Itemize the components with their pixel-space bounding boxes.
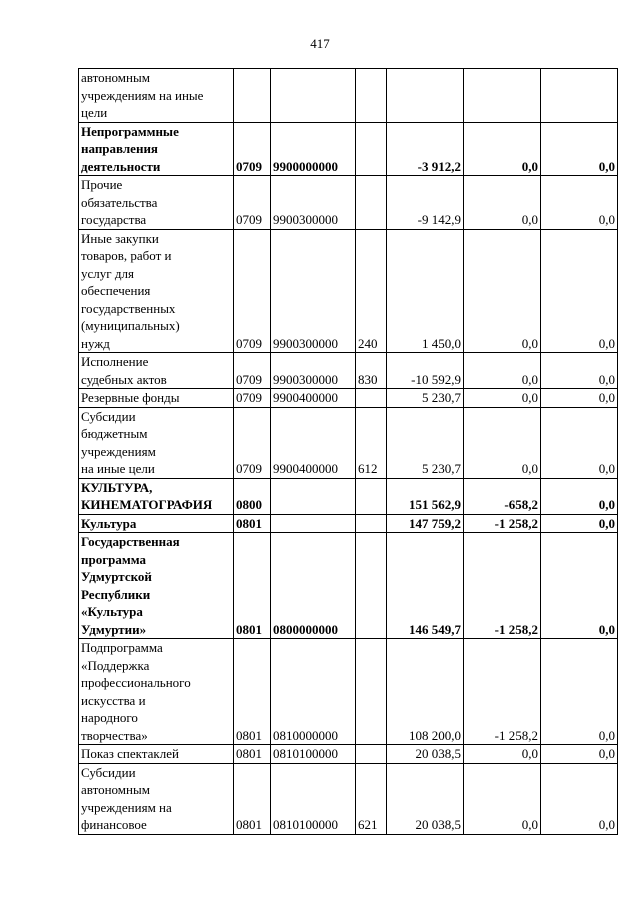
amount-3-cell: 0,0 [541,533,618,639]
item-name-cell: Прочие обязательства государства [79,176,234,230]
amount-3-cell: 0,0 [541,745,618,764]
expense-type-cell [356,122,387,176]
section-code-cell: 0801 [234,514,271,533]
expense-type-cell [356,69,387,123]
amount-1-cell: 20 038,5 [387,745,464,764]
item-name-cell: Подпрограмма «Поддержка профессионального искусства и народного творчества» [79,639,234,745]
item-name-cell: Иные закупки товаров, работ и услуг для обеспечения государственных (муниципальных) нужд [79,229,234,353]
amount-3-cell: 0,0 [541,122,618,176]
section-code-cell: 0709 [234,176,271,230]
amount-1-cell: 20 038,5 [387,763,464,834]
item-name-cell: Резервные фонды [79,389,234,408]
table-row [79,514,618,533]
amount-2-cell [464,69,541,123]
table-row [79,763,618,834]
item-name-cell: Государственная программа Удмуртской Республики «Культура Удмуртии» [79,533,234,639]
section-code-cell: 0709 [234,389,271,408]
amount-2-cell: 0,0 [464,407,541,478]
expense-type-cell: 240 [356,229,387,353]
budget-table-body [79,69,618,835]
amount-1-cell: 147 759,2 [387,514,464,533]
section-code-cell [234,69,271,123]
section-code-cell: 0801 [234,639,271,745]
table-row [79,122,618,176]
expense-type-cell: 612 [356,407,387,478]
target-article-cell: 9900400000 [271,389,356,408]
budget-table [78,68,618,835]
table-row [79,407,618,478]
table-row [79,176,618,230]
target-article-cell: 0800000000 [271,533,356,639]
amount-1-cell: 108 200,0 [387,639,464,745]
target-article-cell [271,514,356,533]
section-code-cell: 0801 [234,745,271,764]
expense-type-cell [356,478,387,514]
table-row [79,389,618,408]
amount-1-cell: -9 142,9 [387,176,464,230]
target-article-cell: 9900400000 [271,407,356,478]
table-row [79,745,618,764]
table-row [79,69,618,123]
table-row [79,533,618,639]
amount-1-cell: 146 549,7 [387,533,464,639]
amount-2-cell: 0,0 [464,763,541,834]
amount-3-cell: 0,0 [541,176,618,230]
amount-2-cell: 0,0 [464,176,541,230]
amount-3-cell: 0,0 [541,407,618,478]
table-row [79,353,618,389]
target-article-cell: 9900300000 [271,353,356,389]
expense-type-cell: 621 [356,763,387,834]
target-article-cell: 0810100000 [271,745,356,764]
section-code-cell: 0800 [234,478,271,514]
amount-2-cell: -1 258,2 [464,639,541,745]
item-name-cell: КУЛЬТУРА, КИНЕМАТОГРАФИЯ [79,478,234,514]
amount-2-cell: -1 258,2 [464,514,541,533]
amount-2-cell: 0,0 [464,229,541,353]
amount-2-cell: -658,2 [464,478,541,514]
expense-type-cell [356,389,387,408]
expense-type-cell [356,176,387,230]
section-code-cell: 0709 [234,122,271,176]
amount-3-cell: 0,0 [541,639,618,745]
target-article-cell [271,478,356,514]
amount-3-cell [541,69,618,123]
amount-1-cell: 1 450,0 [387,229,464,353]
item-name-cell: Субсидии бюджетным учреждениям на иные цели [79,407,234,478]
expense-type-cell: 830 [356,353,387,389]
amount-1-cell: -3 912,2 [387,122,464,176]
amount-2-cell: 0,0 [464,389,541,408]
amount-3-cell: 0,0 [541,353,618,389]
target-article-cell [271,69,356,123]
expense-type-cell [356,745,387,764]
amount-3-cell: 0,0 [541,478,618,514]
amount-2-cell: 0,0 [464,745,541,764]
expense-type-cell [356,639,387,745]
target-article-cell: 0810000000 [271,639,356,745]
target-article-cell: 9900300000 [271,229,356,353]
table-row [79,478,618,514]
amount-3-cell: 0,0 [541,763,618,834]
amount-3-cell: 0,0 [541,229,618,353]
expense-type-cell [356,533,387,639]
expense-type-cell [356,514,387,533]
amount-1-cell [387,69,464,123]
table-row [79,229,618,353]
item-name-cell: Показ спектаклей [79,745,234,764]
target-article-cell: 0810100000 [271,763,356,834]
amount-1-cell: 5 230,7 [387,389,464,408]
item-name-cell: Исполнение судебных актов [79,353,234,389]
table-row [79,639,618,745]
amount-1-cell: 151 562,9 [387,478,464,514]
amount-3-cell: 0,0 [541,389,618,408]
section-code-cell: 0801 [234,763,271,834]
page-number: 417 [310,36,330,51]
section-code-cell: 0801 [234,533,271,639]
amount-1-cell: -10 592,9 [387,353,464,389]
target-article-cell: 9900000000 [271,122,356,176]
amount-3-cell: 0,0 [541,514,618,533]
item-name-cell: Субсидии автономным учреждениям на финансовое [79,763,234,834]
section-code-cell: 0709 [234,407,271,478]
item-name-cell: автономным учреждениям на иные цели [79,69,234,123]
target-article-cell: 9900300000 [271,176,356,230]
amount-2-cell: 0,0 [464,122,541,176]
amount-2-cell: 0,0 [464,353,541,389]
section-code-cell: 0709 [234,353,271,389]
amount-1-cell: 5 230,7 [387,407,464,478]
item-name-cell: Культура [79,514,234,533]
amount-2-cell: -1 258,2 [464,533,541,639]
item-name-cell: Непрограммные направления деятельности [79,122,234,176]
section-code-cell: 0709 [234,229,271,353]
